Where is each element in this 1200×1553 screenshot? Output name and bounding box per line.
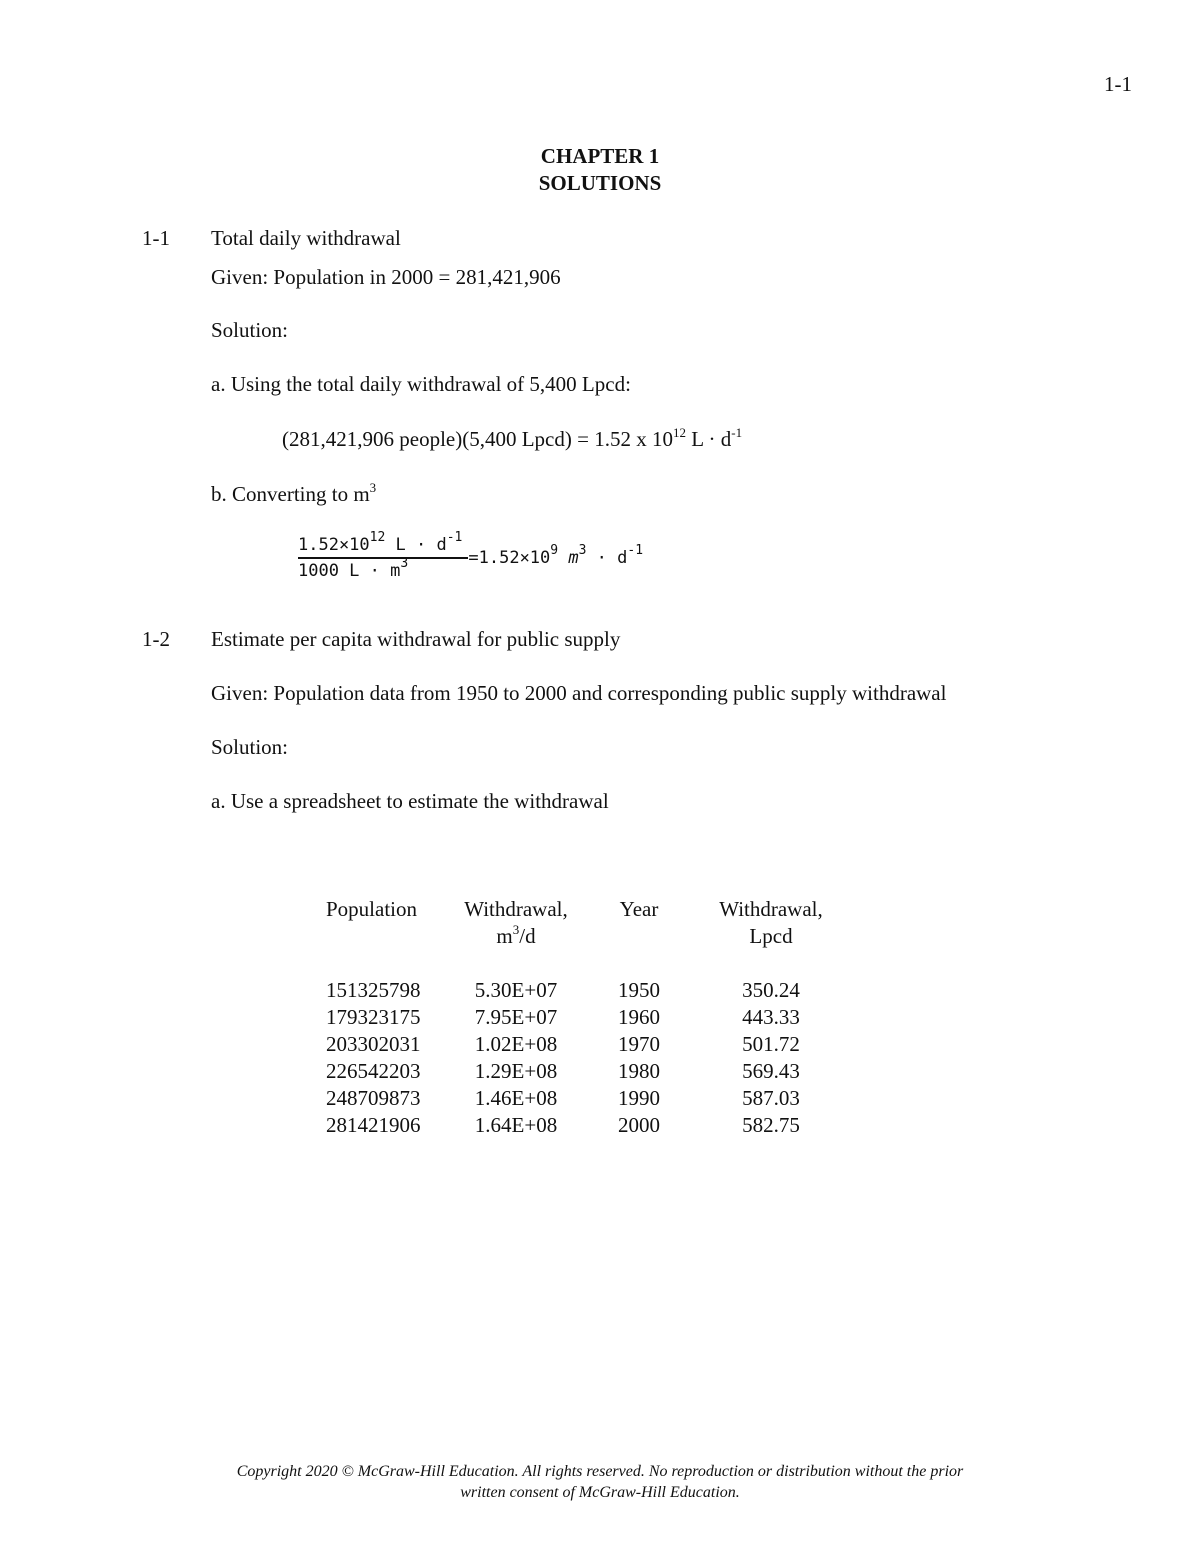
table-cell: 1970 [618,1032,660,1056]
problem-number-1-1: 1-1 [142,226,170,250]
part-b-text: b. Converting to m [211,482,370,506]
result-unit: · d [586,548,628,568]
table-cell: 1960 [618,1005,660,1029]
numerator-base: 1.52×10 [298,535,370,555]
unit-m-exponent: 3 [512,922,520,937]
result-m: m [558,548,579,568]
table-cell: 1.46E+08 [474,1086,558,1110]
table-cell: 501.72 [742,1032,800,1056]
table-cell: 443.33 [742,1005,800,1029]
denominator-exponent: 3 [400,556,409,571]
table-cell: 587.03 [742,1086,800,1110]
result-m-exponent: 3 [578,543,587,558]
withdrawal-lpcd-column [710,896,832,1139]
withdrawal-table [326,896,866,1146]
table-cell: 1.64E+08 [474,1113,558,1137]
result-exponent: 9 [550,543,559,558]
table-cell: 281421906 [326,1113,421,1137]
fraction-body [298,530,468,581]
given-1-1: Given: Population in 2000 = 281,421,906 [211,265,561,289]
year-column [596,896,682,1139]
withdrawal-lpcd-header-line2: Lpcd [749,924,793,948]
numerator-unit: L · d [385,535,447,555]
population-header: Population [326,897,418,921]
problem-title-1-1: Total daily withdrawal [211,226,401,250]
unit-m: m [496,924,513,948]
equation-a-left: (281,421,906 people)(5,400 Lpcd) = 1.52 x 10 [282,427,673,451]
withdrawal-m3d-header-line2 [456,923,576,950]
table-cell: 203302031 [326,1032,421,1056]
table-cell: 2000 [618,1113,660,1137]
chapter-subtitle: SOLUTIONS [538,171,662,195]
withdrawal-lpcd-header-line1: Withdrawal, [719,897,823,921]
table-cell: 1.29E+08 [474,1059,558,1083]
result-base: =1.52×10 [468,548,551,568]
part-a-1-1: a. Using the total daily withdrawal of 5,400 Lpcd: [211,372,631,396]
table-cell: 582.75 [742,1113,800,1137]
page-number: 1-1 [1104,72,1132,96]
copyright-line-1: Copyright 2020 © McGraw-Hill Education. All rights reserved. No reproduction or distribution without the prior [236,1463,964,1480]
solution-label-1-2: Solution: [211,735,289,759]
table-cell: 1.02E+08 [474,1032,558,1056]
population-column [326,896,434,1139]
conversion-fraction [298,530,644,581]
problem-title-1-2: Estimate per capita withdrawal for public supply [211,627,621,651]
equation-a [282,427,742,452]
fraction-numerator [298,530,468,559]
table-cell: 248709873 [326,1086,421,1110]
fraction-result [468,543,644,568]
fraction-denominator [298,556,468,581]
result-unit-exponent: -1 [627,543,644,558]
table-cell: 569.43 [742,1059,800,1083]
chapter-title: CHAPTER 1 [540,144,660,168]
numerator-exponent: 12 [369,530,386,545]
part-b-exponent: 3 [369,480,377,495]
given-1-2: Given: Population data from 1950 to 2000 and corresponding public supply withdrawal [211,681,947,705]
table-cell: 1990 [618,1086,660,1110]
table-cell: 7.95E+07 [474,1005,558,1029]
withdrawal-m3d-column [456,896,576,1139]
problem-number-1-2: 1-2 [142,627,170,651]
equation-a-unit-exponent: -1 [731,425,743,440]
denominator-base: 1000 L · m [298,561,401,581]
numerator-unit-exponent: -1 [446,530,463,545]
table-cell: 5.30E+07 [474,978,558,1002]
table-cell: 151325798 [326,978,421,1002]
part-b-1-1 [211,482,376,507]
table-cell: 350.24 [742,978,800,1002]
part-a-1-2: a. Use a spreadsheet to estimate the withdrawal [211,789,609,813]
equation-a-unit: L · d [685,427,732,451]
year-header: Year [619,897,659,921]
unit-per-day: /d [519,924,536,948]
withdrawal-m3d-header-line1: Withdrawal, [464,897,568,921]
table-cell: 179323175 [326,1005,421,1029]
table-cell: 1980 [618,1059,660,1083]
solution-label-1-1: Solution: [211,318,289,342]
table-cell: 1950 [618,978,660,1002]
equation-a-exponent: 12 [672,425,686,440]
table-cell: 226542203 [326,1059,421,1083]
copyright-line-2: written consent of McGraw-Hill Education. [460,1484,740,1501]
